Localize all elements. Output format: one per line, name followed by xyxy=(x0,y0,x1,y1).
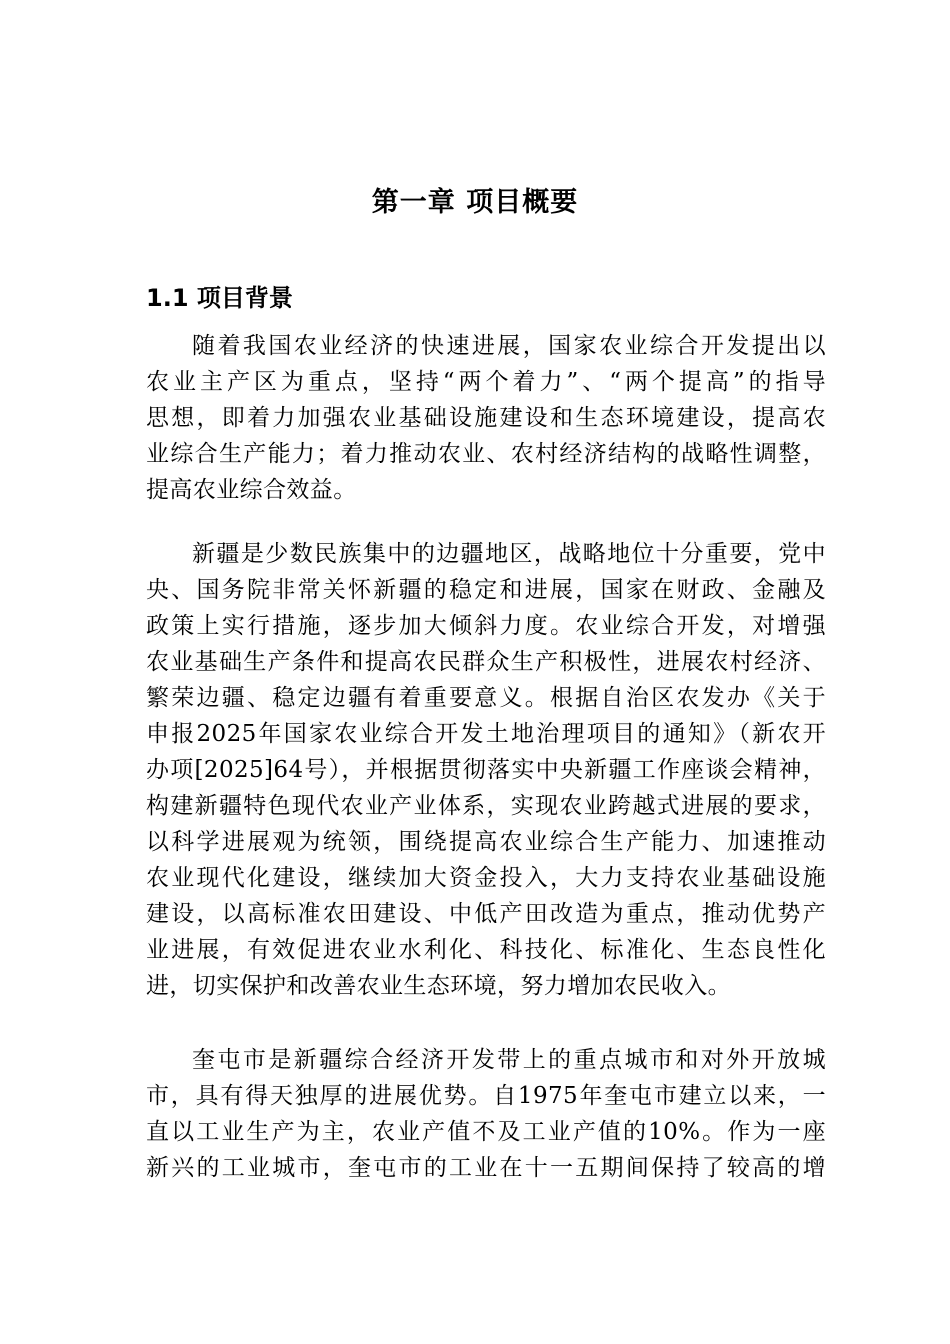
paragraph-line: 建设，以高标准农田建设、中低产田改造为重点，推动优势产 xyxy=(146,901,826,927)
paragraph-line: 市，具有得天独厚的进展优势。自1975年奎屯市建立以来，一 xyxy=(146,1083,826,1109)
paragraph-line: 办项[2025]64号），并根据贯彻落实中央新疆工作座谈会精神， xyxy=(146,757,826,783)
paragraph-2 xyxy=(146,536,826,1004)
paragraph-line: 繁荣边疆、稳定边疆有着重要意义。根据自治区农发办《关于 xyxy=(146,685,826,711)
paragraph-line: 农业现代化建设，继续加大资金投入，大力支持农业基础设施 xyxy=(146,865,826,891)
paragraph-line: 新兴的工业城市，奎屯市的工业在十一五期间保持了较高的增 xyxy=(146,1155,826,1181)
paragraph-line: 业综合生产能力；着力推动农业、农村经济结构的战略性调整， xyxy=(146,441,826,467)
paragraph-line: 申报2025年国家农业综合开发土地治理项目的通知》（新农开 xyxy=(146,721,826,747)
paragraph-line: 农业主产区为重点，坚持“两个着力”、“两个提高”的指导 xyxy=(146,369,826,395)
paragraph-3 xyxy=(146,1042,826,1186)
paragraph-line: 随着我国农业经济的快速进展，国家农业综合开发提出以 xyxy=(192,333,826,359)
paragraph-line: 央、国务院非常关怀新疆的稳定和进展，国家在财政、金融及 xyxy=(146,577,826,603)
paragraph-line: 业进展，有效促进农业水利化、科技化、标准化、生态良性化 xyxy=(146,937,826,963)
paragraph-line: 直以工业生产为主，农业产值不及工业产值的10%。作为一座 xyxy=(146,1119,826,1145)
paragraph-line: 政策上实行措施，逐步加大倾斜力度。农业综合开发，对增强 xyxy=(146,613,826,639)
paragraph-line: 思想，即着力加强农业基础设施建设和生态环境建设，提高农 xyxy=(146,405,826,431)
paragraph-line: 新疆是少数民族集中的边疆地区，战略地位十分重要，党中 xyxy=(192,541,826,567)
chapter-title: 第一章 项目概要 xyxy=(371,187,579,218)
paragraph-line: 奎屯市是新疆综合经济开发带上的重点城市和对外开放城 xyxy=(192,1047,826,1073)
paragraph-line: 以科学进展观为统领，围绕提高农业综合生产能力、加速推动 xyxy=(146,829,826,855)
paragraph-1 xyxy=(146,328,826,508)
paragraph-line: 进，切实保护和改善农业生态环境，努力增加农民收入。 xyxy=(146,973,731,999)
section-title: 1.1 项目背景 xyxy=(146,284,293,312)
paragraph-line: 提高农业综合效益。 xyxy=(146,477,357,503)
paragraph-line: 构建新疆特色现代农业产业体系，实现农业跨越式进展的要求， xyxy=(146,793,826,819)
paragraph-line: 农业基础生产条件和提高农民群众生产积极性，进展农村经济、 xyxy=(146,649,826,675)
